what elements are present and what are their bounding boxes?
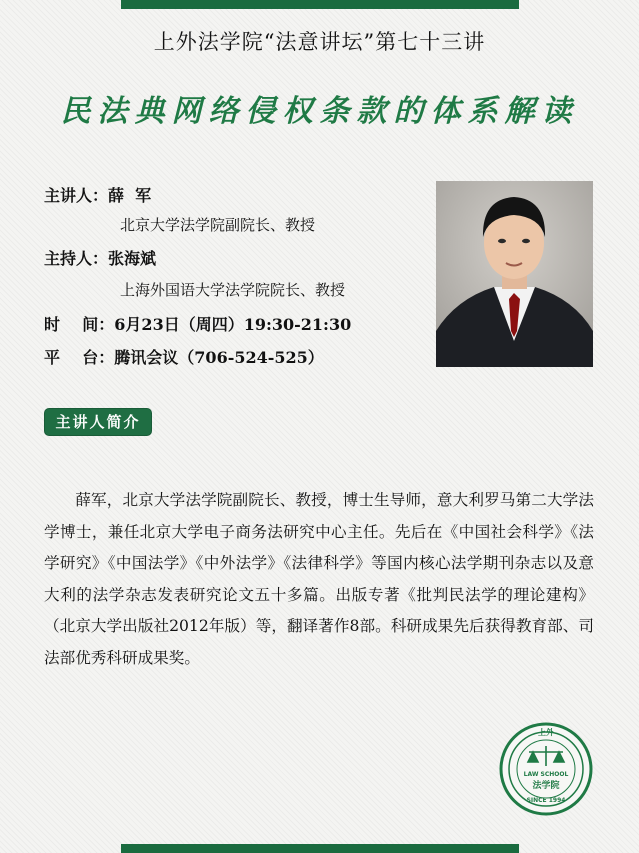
section-tag-speaker-intro: 主讲人简介: [45, 409, 151, 435]
host-label: 主持人：: [44, 249, 109, 268]
speaker-label: 主讲人：: [44, 186, 109, 205]
platform-label: 平 台：: [44, 348, 115, 367]
host-name: 张海斌: [108, 249, 157, 268]
time-value: 6月23日（周四）19:30-21:30: [114, 315, 352, 334]
seal-center-text: 法学院: [532, 781, 560, 791]
seal-band-text: LAW SCHOOL: [523, 771, 569, 778]
time-row: [44, 312, 351, 335]
platform-value: 腾讯会议（706-524-525）: [114, 348, 324, 367]
bottom-decor-bar: [121, 844, 519, 853]
speaker-bio: [44, 485, 594, 674]
platform-row: [44, 345, 324, 368]
top-decor-bar: [121, 0, 519, 9]
host-affiliation: 上海外国语大学法学院院长、教授: [120, 281, 346, 299]
speaker-portrait-illustration: [436, 181, 593, 367]
speaker-photo: [436, 181, 593, 367]
lecture-title: 民法典网络侵权条款的体系解读: [60, 94, 579, 129]
host-row: [44, 246, 156, 269]
seal-bottom-text: SINCE 1994: [526, 797, 566, 804]
speaker-name: 薛 军: [108, 186, 152, 205]
speaker-affiliation: 北京大学法学院副院长、教授: [120, 216, 316, 234]
bio-text: 薛军，北京大学法学院副院长、教授，博士生导师，意大利罗马第二大学法学博士，兼任北京大学电子商务法研究中心主任。先后在《中国社会科学》《法学研究》《中国法学》《中外法学》《法律科学》等国内核心法学期刊杂志以及意大利的法学杂志发表研究论文五十多篇。出版专著《批判民法学的理论建构》（北京大学出版社2012年版）等，翻译著作8部。科研成果先后获得教育部、司法部优秀科研成果奖。: [44, 491, 594, 667]
speaker-row: [44, 183, 151, 206]
lecture-series-title: 上外法学院“法意讲坛”第七十三讲: [153, 30, 486, 54]
law-school-seal-logo: [499, 722, 593, 816]
seal-top-text: 上外: [538, 727, 554, 737]
time-label: 时 间：: [44, 315, 115, 334]
